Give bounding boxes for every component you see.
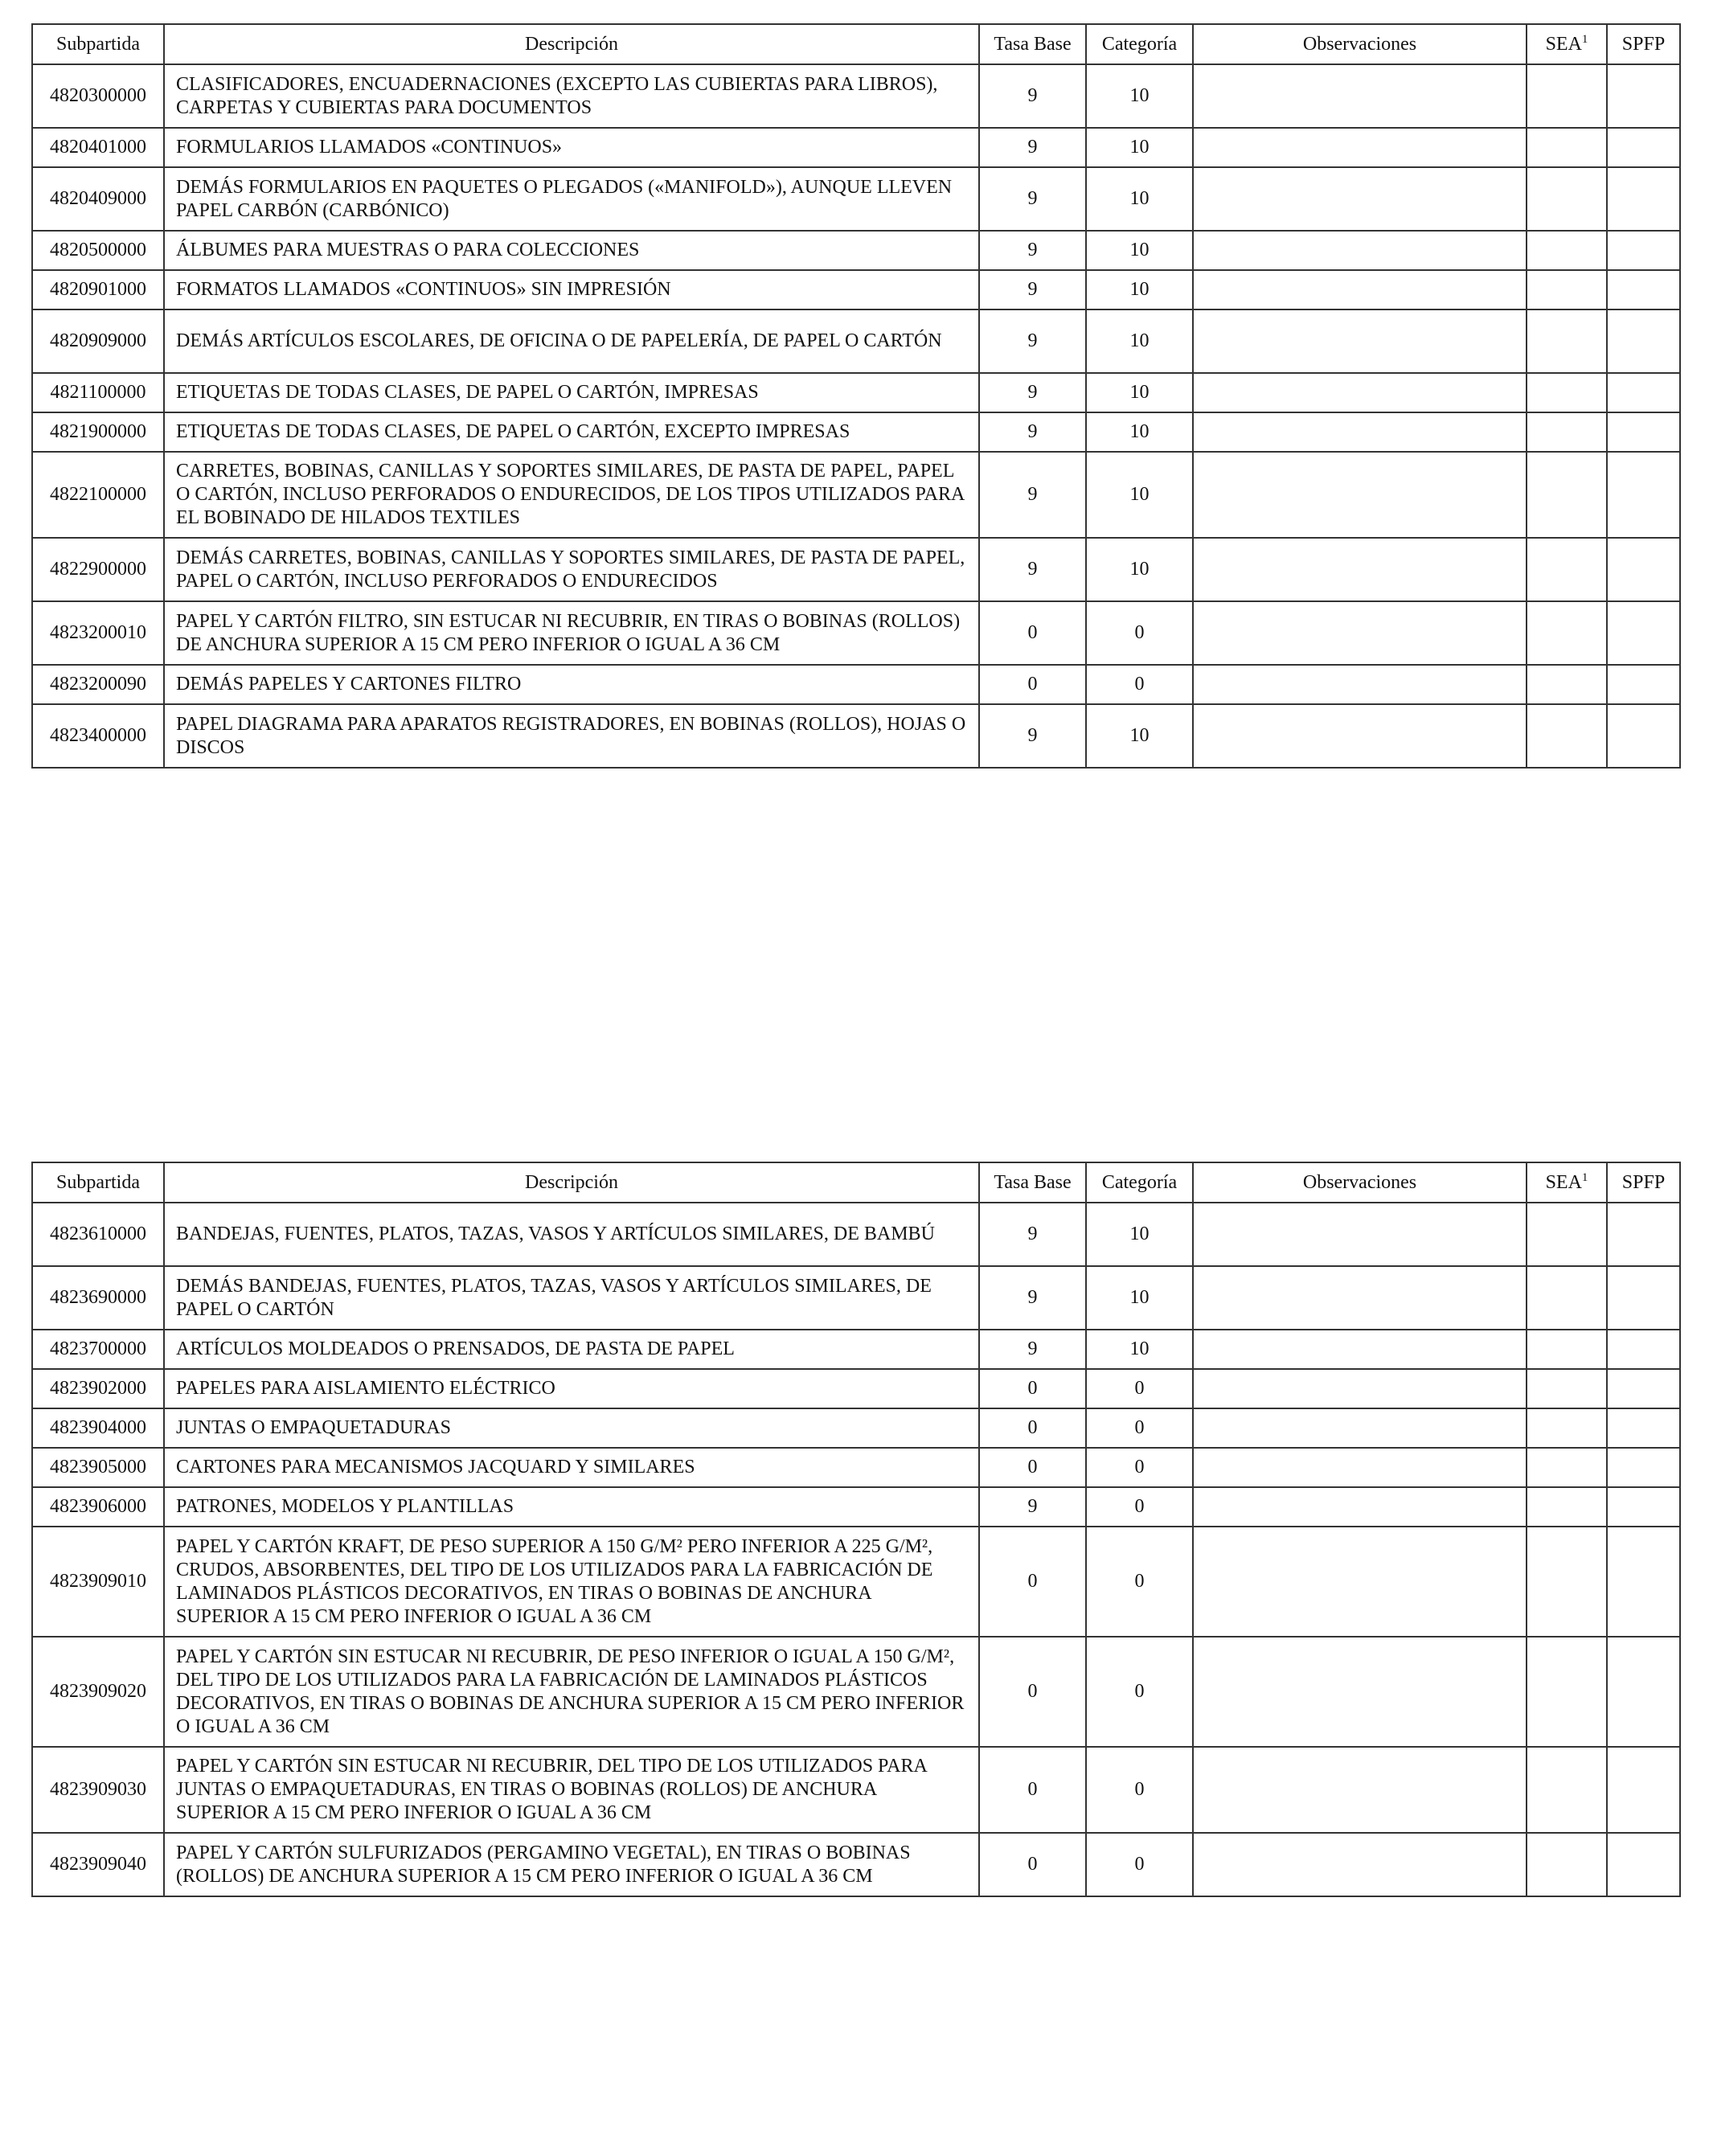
header-sea (1527, 24, 1607, 64)
cell-observaciones (1193, 167, 1527, 231)
cell-descripcion: PAPEL Y CARTÓN SULFURIZADOS (PERGAMINO VEGETAL), EN TIRAS O BOBINAS (ROLLOS) DE ANCHURA SUPERIOR A 15 CM PERO INFERIOR O IGUAL A 36 CM (164, 1833, 979, 1896)
cell-tasa-base: 9 (979, 231, 1086, 270)
cell-sea (1527, 167, 1607, 231)
cell-subpartida: 4823909030 (32, 1747, 164, 1833)
cell-subpartida: 4822900000 (32, 538, 164, 601)
cell-descripcion: DEMÁS FORMULARIOS EN PAQUETES O PLEGADOS («MANIFOLD»), AUNQUE LLEVEN PAPEL CARBÓN (CARBÓNICO) (164, 167, 979, 231)
cell-descripcion: DEMÁS BANDEJAS, FUENTES, PLATOS, TAZAS, VASOS Y ARTÍCULOS SIMILARES, DE PAPEL O CARTÓN (164, 1266, 979, 1330)
cell-spfp (1607, 1637, 1680, 1747)
table-row (32, 373, 1680, 412)
table-row (32, 1330, 1680, 1369)
cell-sea (1527, 704, 1607, 768)
cell-descripcion: BANDEJAS, FUENTES, PLATOS, TAZAS, VASOS Y ARTÍCULOS SIMILARES, DE BAMBÚ (164, 1203, 979, 1266)
table-row (32, 1369, 1680, 1408)
table-header-row (32, 1162, 1680, 1203)
header-descripcion: Descripción (164, 24, 979, 64)
header-observaciones: Observaciones (1193, 1162, 1527, 1203)
cell-sea (1527, 538, 1607, 601)
cell-categoria: 0 (1086, 1369, 1193, 1408)
cell-descripcion: FORMATOS LLAMADOS «CONTINUOS» SIN IMPRESIÓN (164, 270, 979, 309)
table-row (32, 1833, 1680, 1896)
cell-descripcion: DEMÁS CARRETES, BOBINAS, CANILLAS Y SOPORTES SIMILARES, DE PASTA DE PAPEL, PAPEL O CARTÓN, INCLUSO PERFORADOS O ENDURECIDOS (164, 538, 979, 601)
table-row (32, 665, 1680, 704)
cell-observaciones (1193, 1833, 1527, 1896)
cell-spfp (1607, 1448, 1680, 1487)
cell-spfp (1607, 1487, 1680, 1527)
tariff-table-1 (31, 23, 1681, 769)
cell-observaciones (1193, 665, 1527, 704)
cell-sea (1527, 270, 1607, 309)
cell-descripcion: PAPEL Y CARTÓN KRAFT, DE PESO SUPERIOR A 150 G/M² PERO INFERIOR A 225 G/M², CRUDOS, ABSORBENTES, DEL TIPO DE LOS UTILIZADOS PARA LA FABRICACIÓN DE LAMINADOS PLÁSTICOS DECORATIVOS, EN TIRAS O BOBINAS DE ANCHURA SUPERIOR A 15 CM PERO INFERIOR O IGUAL A 36 CM (164, 1527, 979, 1637)
cell-descripcion: ARTÍCULOS MOLDEADOS O PRENSADOS, DE PASTA DE PAPEL (164, 1330, 979, 1369)
cell-sea (1527, 64, 1607, 128)
cell-tasa-base: 9 (979, 128, 1086, 167)
cell-tasa-base: 0 (979, 1637, 1086, 1747)
cell-subpartida: 4823200010 (32, 601, 164, 665)
cell-descripcion: ETIQUETAS DE TODAS CLASES, DE PAPEL O CARTÓN, IMPRESAS (164, 373, 979, 412)
cell-subpartida: 4823904000 (32, 1408, 164, 1448)
cell-sea (1527, 1747, 1607, 1833)
cell-categoria: 10 (1086, 452, 1193, 538)
cell-categoria: 10 (1086, 1266, 1193, 1330)
table-row (32, 601, 1680, 665)
cell-observaciones (1193, 1747, 1527, 1833)
cell-spfp (1607, 1833, 1680, 1896)
cell-subpartida: 4821100000 (32, 373, 164, 412)
table-row (32, 412, 1680, 452)
cell-categoria: 0 (1086, 1527, 1193, 1637)
cell-descripcion: JUNTAS O EMPAQUETADURAS (164, 1408, 979, 1448)
header-observaciones: Observaciones (1193, 24, 1527, 64)
cell-categoria: 0 (1086, 665, 1193, 704)
table-row (32, 1747, 1680, 1833)
header-spfp: SPFP (1607, 1162, 1680, 1203)
cell-categoria: 0 (1086, 1833, 1193, 1896)
cell-sea (1527, 1408, 1607, 1448)
table-row (32, 1448, 1680, 1487)
cell-tasa-base: 9 (979, 167, 1086, 231)
cell-subpartida: 4821900000 (32, 412, 164, 452)
cell-tasa-base: 0 (979, 1527, 1086, 1637)
cell-tasa-base: 9 (979, 270, 1086, 309)
cell-tasa-base: 9 (979, 64, 1086, 128)
table-row (32, 167, 1680, 231)
header-subpartida: Subpartida (32, 24, 164, 64)
cell-tasa-base: 0 (979, 601, 1086, 665)
cell-categoria: 0 (1086, 1448, 1193, 1487)
cell-observaciones (1193, 704, 1527, 768)
cell-sea (1527, 412, 1607, 452)
cell-descripcion: PAPEL Y CARTÓN SIN ESTUCAR NI RECUBRIR, DEL TIPO DE LOS UTILIZADOS PARA JUNTAS O EMPAQUETADURAS, EN TIRAS O BOBINAS (ROLLOS) DE ANCHURA SUPERIOR A 15 CM PERO INFERIOR O IGUAL A 36 CM (164, 1747, 979, 1833)
cell-tasa-base: 9 (979, 412, 1086, 452)
table-row (32, 1408, 1680, 1448)
cell-observaciones (1193, 373, 1527, 412)
cell-observaciones (1193, 412, 1527, 452)
cell-spfp (1607, 704, 1680, 768)
cell-observaciones (1193, 538, 1527, 601)
cell-observaciones (1193, 1266, 1527, 1330)
cell-sea (1527, 231, 1607, 270)
cell-observaciones (1193, 1527, 1527, 1637)
table-body (32, 64, 1680, 768)
cell-categoria: 10 (1086, 412, 1193, 452)
cell-observaciones (1193, 1487, 1527, 1527)
cell-categoria: 10 (1086, 1203, 1193, 1266)
cell-observaciones (1193, 1203, 1527, 1266)
cell-categoria: 0 (1086, 1408, 1193, 1448)
cell-tasa-base: 9 (979, 1487, 1086, 1527)
table-row (32, 128, 1680, 167)
header-spfp: SPFP (1607, 24, 1680, 64)
header-tasa-base: Tasa Base (979, 24, 1086, 64)
cell-spfp (1607, 1330, 1680, 1369)
cell-tasa-base: 0 (979, 1369, 1086, 1408)
cell-sea (1527, 1266, 1607, 1330)
cell-descripcion: PAPEL DIAGRAMA PARA APARATOS REGISTRADORES, EN BOBINAS (ROLLOS), HOJAS O DISCOS (164, 704, 979, 768)
cell-spfp (1607, 665, 1680, 704)
cell-subpartida: 4823700000 (32, 1330, 164, 1369)
cell-descripcion: CARTONES PARA MECANISMOS JACQUARD Y SIMILARES (164, 1448, 979, 1487)
cell-observaciones (1193, 601, 1527, 665)
cell-spfp (1607, 412, 1680, 452)
cell-tasa-base: 9 (979, 1266, 1086, 1330)
cell-spfp (1607, 1369, 1680, 1408)
cell-sea (1527, 1203, 1607, 1266)
cell-descripcion: ÁLBUMES PARA MUESTRAS O PARA COLECCIONES (164, 231, 979, 270)
cell-tasa-base: 0 (979, 1408, 1086, 1448)
cell-categoria: 10 (1086, 64, 1193, 128)
header-sea-footnote: 1 (1581, 1170, 1588, 1184)
header-sea-label: SEA (1545, 1171, 1582, 1193)
cell-subpartida: 4823905000 (32, 1448, 164, 1487)
cell-descripcion: DEMÁS PAPELES Y CARTONES FILTRO (164, 665, 979, 704)
table-row (32, 231, 1680, 270)
table-row (32, 1266, 1680, 1330)
cell-tasa-base: 0 (979, 665, 1086, 704)
cell-subpartida: 4820401000 (32, 128, 164, 167)
cell-spfp (1607, 373, 1680, 412)
cell-subpartida: 4823909020 (32, 1637, 164, 1747)
header-sea (1527, 1162, 1607, 1203)
cell-tasa-base: 9 (979, 373, 1086, 412)
cell-observaciones (1193, 1369, 1527, 1408)
cell-spfp (1607, 231, 1680, 270)
header-categoria: Categoría (1086, 1162, 1193, 1203)
cell-spfp (1607, 601, 1680, 665)
cell-descripcion: DEMÁS ARTÍCULOS ESCOLARES, DE OFICINA O DE PAPELERÍA, DE PAPEL O CARTÓN (164, 309, 979, 373)
cell-sea (1527, 128, 1607, 167)
cell-categoria: 10 (1086, 309, 1193, 373)
table-row (32, 704, 1680, 768)
cell-categoria: 10 (1086, 538, 1193, 601)
cell-sea (1527, 1369, 1607, 1408)
table-body (32, 1203, 1680, 1896)
cell-descripcion: PATRONES, MODELOS Y PLANTILLAS (164, 1487, 979, 1527)
cell-spfp (1607, 167, 1680, 231)
cell-subpartida: 4822100000 (32, 452, 164, 538)
cell-subpartida: 4823200090 (32, 665, 164, 704)
cell-sea (1527, 309, 1607, 373)
cell-sea (1527, 373, 1607, 412)
cell-descripcion: PAPELES PARA AISLAMIENTO ELÉCTRICO (164, 1369, 979, 1408)
cell-descripcion: CLASIFICADORES, ENCUADERNACIONES (EXCEPTO LAS CUBIERTAS PARA LIBROS), CARPETAS Y CUBIERTAS PARA DOCUMENTOS (164, 64, 979, 128)
cell-observaciones (1193, 1408, 1527, 1448)
cell-spfp (1607, 270, 1680, 309)
cell-descripcion: FORMULARIOS LLAMADOS «CONTINUOS» (164, 128, 979, 167)
cell-spfp (1607, 1266, 1680, 1330)
table-row (32, 452, 1680, 538)
table-row (32, 1487, 1680, 1527)
cell-observaciones (1193, 1637, 1527, 1747)
cell-spfp (1607, 64, 1680, 128)
table-header-row (32, 24, 1680, 64)
cell-subpartida: 4820500000 (32, 231, 164, 270)
cell-spfp (1607, 128, 1680, 167)
cell-observaciones (1193, 128, 1527, 167)
cell-descripcion: PAPEL Y CARTÓN FILTRO, SIN ESTUCAR NI RECUBRIR, EN TIRAS O BOBINAS (ROLLOS) DE ANCHURA SUPERIOR A 15 CM PERO INFERIOR O IGUAL A 36 CM (164, 601, 979, 665)
cell-tasa-base: 9 (979, 704, 1086, 768)
cell-sea (1527, 452, 1607, 538)
cell-subpartida: 4823400000 (32, 704, 164, 768)
cell-sea (1527, 1637, 1607, 1747)
cell-subpartida: 4820909000 (32, 309, 164, 373)
cell-sea (1527, 1487, 1607, 1527)
cell-tasa-base: 0 (979, 1448, 1086, 1487)
cell-sea (1527, 601, 1607, 665)
cell-categoria: 10 (1086, 167, 1193, 231)
cell-subpartida: 4823690000 (32, 1266, 164, 1330)
cell-subpartida: 4823909040 (32, 1833, 164, 1896)
cell-observaciones (1193, 1330, 1527, 1369)
cell-categoria: 10 (1086, 1330, 1193, 1369)
table-row (32, 1203, 1680, 1266)
cell-sea (1527, 1448, 1607, 1487)
cell-sea (1527, 665, 1607, 704)
cell-tasa-base: 9 (979, 1330, 1086, 1369)
cell-categoria: 10 (1086, 231, 1193, 270)
tariff-table-2 (31, 1162, 1681, 1897)
header-categoria: Categoría (1086, 24, 1193, 64)
cell-subpartida: 4823610000 (32, 1203, 164, 1266)
cell-observaciones (1193, 64, 1527, 128)
cell-spfp (1607, 452, 1680, 538)
cell-categoria: 10 (1086, 704, 1193, 768)
cell-observaciones (1193, 452, 1527, 538)
cell-subpartida: 4823902000 (32, 1369, 164, 1408)
table-row (32, 309, 1680, 373)
cell-categoria: 0 (1086, 1747, 1193, 1833)
cell-categoria: 0 (1086, 1487, 1193, 1527)
cell-observaciones (1193, 1448, 1527, 1487)
table-row (32, 1637, 1680, 1747)
table-row (32, 1527, 1680, 1637)
cell-spfp (1607, 538, 1680, 601)
cell-subpartida: 4820901000 (32, 270, 164, 309)
cell-categoria: 0 (1086, 1637, 1193, 1747)
cell-sea (1527, 1527, 1607, 1637)
cell-tasa-base: 0 (979, 1747, 1086, 1833)
header-sea-footnote: 1 (1581, 32, 1588, 46)
cell-descripcion: PAPEL Y CARTÓN SIN ESTUCAR NI RECUBRIR, DE PESO INFERIOR O IGUAL A 150 G/M², DEL TIPO DE LOS UTILIZADOS PARA LA FABRICACIÓN DE LAMINADOS PLÁSTICOS DECORATIVOS, EN TIRAS O BOBINAS DE ANCHURA SUPERIOR A 15 CM PERO INFERIOR O IGUAL A 36 CM (164, 1637, 979, 1747)
cell-spfp (1607, 1408, 1680, 1448)
cell-observaciones (1193, 231, 1527, 270)
cell-categoria: 0 (1086, 601, 1193, 665)
header-subpartida: Subpartida (32, 1162, 164, 1203)
cell-tasa-base: 9 (979, 309, 1086, 373)
cell-subpartida: 4823909010 (32, 1527, 164, 1637)
cell-observaciones (1193, 270, 1527, 309)
cell-tasa-base: 9 (979, 538, 1086, 601)
cell-observaciones (1193, 309, 1527, 373)
cell-sea (1527, 1833, 1607, 1896)
cell-spfp (1607, 309, 1680, 373)
cell-subpartida: 4820409000 (32, 167, 164, 231)
cell-subpartida: 4820300000 (32, 64, 164, 128)
table-row (32, 64, 1680, 128)
table-row (32, 270, 1680, 309)
header-descripcion: Descripción (164, 1162, 979, 1203)
cell-spfp (1607, 1527, 1680, 1637)
cell-spfp (1607, 1203, 1680, 1266)
cell-tasa-base: 9 (979, 1203, 1086, 1266)
cell-spfp (1607, 1747, 1680, 1833)
cell-tasa-base: 9 (979, 452, 1086, 538)
cell-categoria: 10 (1086, 373, 1193, 412)
header-tasa-base: Tasa Base (979, 1162, 1086, 1203)
table-row (32, 538, 1680, 601)
header-sea-label: SEA (1545, 33, 1582, 55)
cell-categoria: 10 (1086, 270, 1193, 309)
cell-descripcion: ETIQUETAS DE TODAS CLASES, DE PAPEL O CARTÓN, EXCEPTO IMPRESAS (164, 412, 979, 452)
cell-subpartida: 4823906000 (32, 1487, 164, 1527)
cell-sea (1527, 1330, 1607, 1369)
cell-tasa-base: 0 (979, 1833, 1086, 1896)
cell-descripcion: CARRETES, BOBINAS, CANILLAS Y SOPORTES SIMILARES, DE PASTA DE PAPEL, PAPEL O CARTÓN, INCLUSO PERFORADOS O ENDURECIDOS, DE LOS TIPOS UTILIZADOS PARA EL BOBINADO DE HILADOS TEXTILES (164, 452, 979, 538)
cell-categoria: 10 (1086, 128, 1193, 167)
